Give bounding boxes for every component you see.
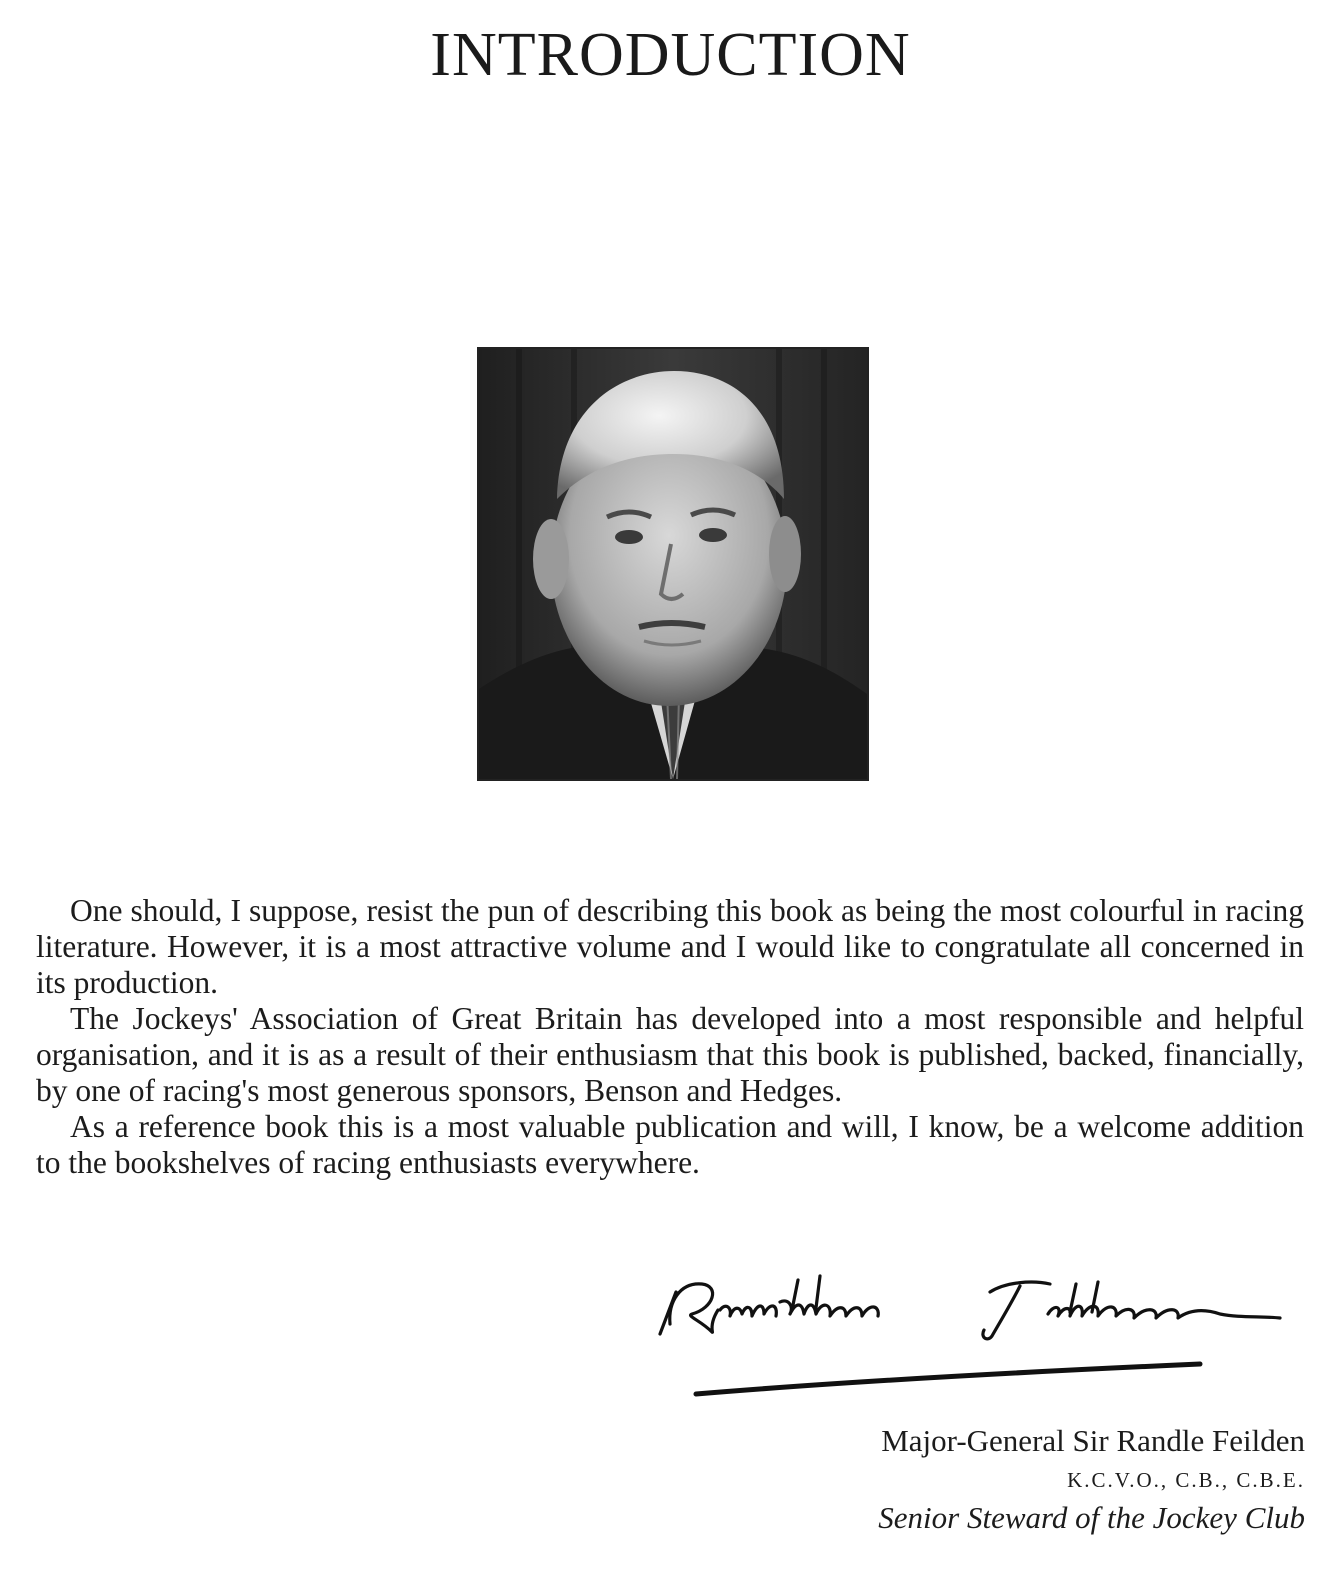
portrait-photo <box>477 347 869 781</box>
body-paragraph-1: One should, I suppose, resist the pun of describing this book as being the most colourful in racing literature. However, it is a most attractive volume and I would like to congratulate all concerned in its production. <box>36 893 1304 1000</box>
signature-icon <box>640 1262 1300 1412</box>
body-paragraph-2: The Jockeys' Association of Great Britain has developed into a most responsible and helpful organisation, and it is as a result of their enthusiasm that this book is published, backed, financially, by one of racing's most generous sponsors, Benson and Hedges. <box>36 1001 1304 1108</box>
introduction-body <box>36 893 1304 1181</box>
author-name: Major-General Sir Randle Feilden <box>881 1423 1305 1458</box>
page-title: INTRODUCTION <box>430 21 911 89</box>
author-honours: K.C.V.O., C.B., C.B.E. <box>1067 1468 1305 1492</box>
portrait-illustration <box>479 349 867 779</box>
body-paragraph-3: As a reference book this is a most valuable publication and will, I know, be a welcome addition to the bookshelves of racing enthusiasts everywhere. <box>36 1109 1304 1180</box>
author-role: Senior Steward of the Jockey Club <box>878 1500 1305 1535</box>
handwritten-signature <box>640 1262 1300 1412</box>
